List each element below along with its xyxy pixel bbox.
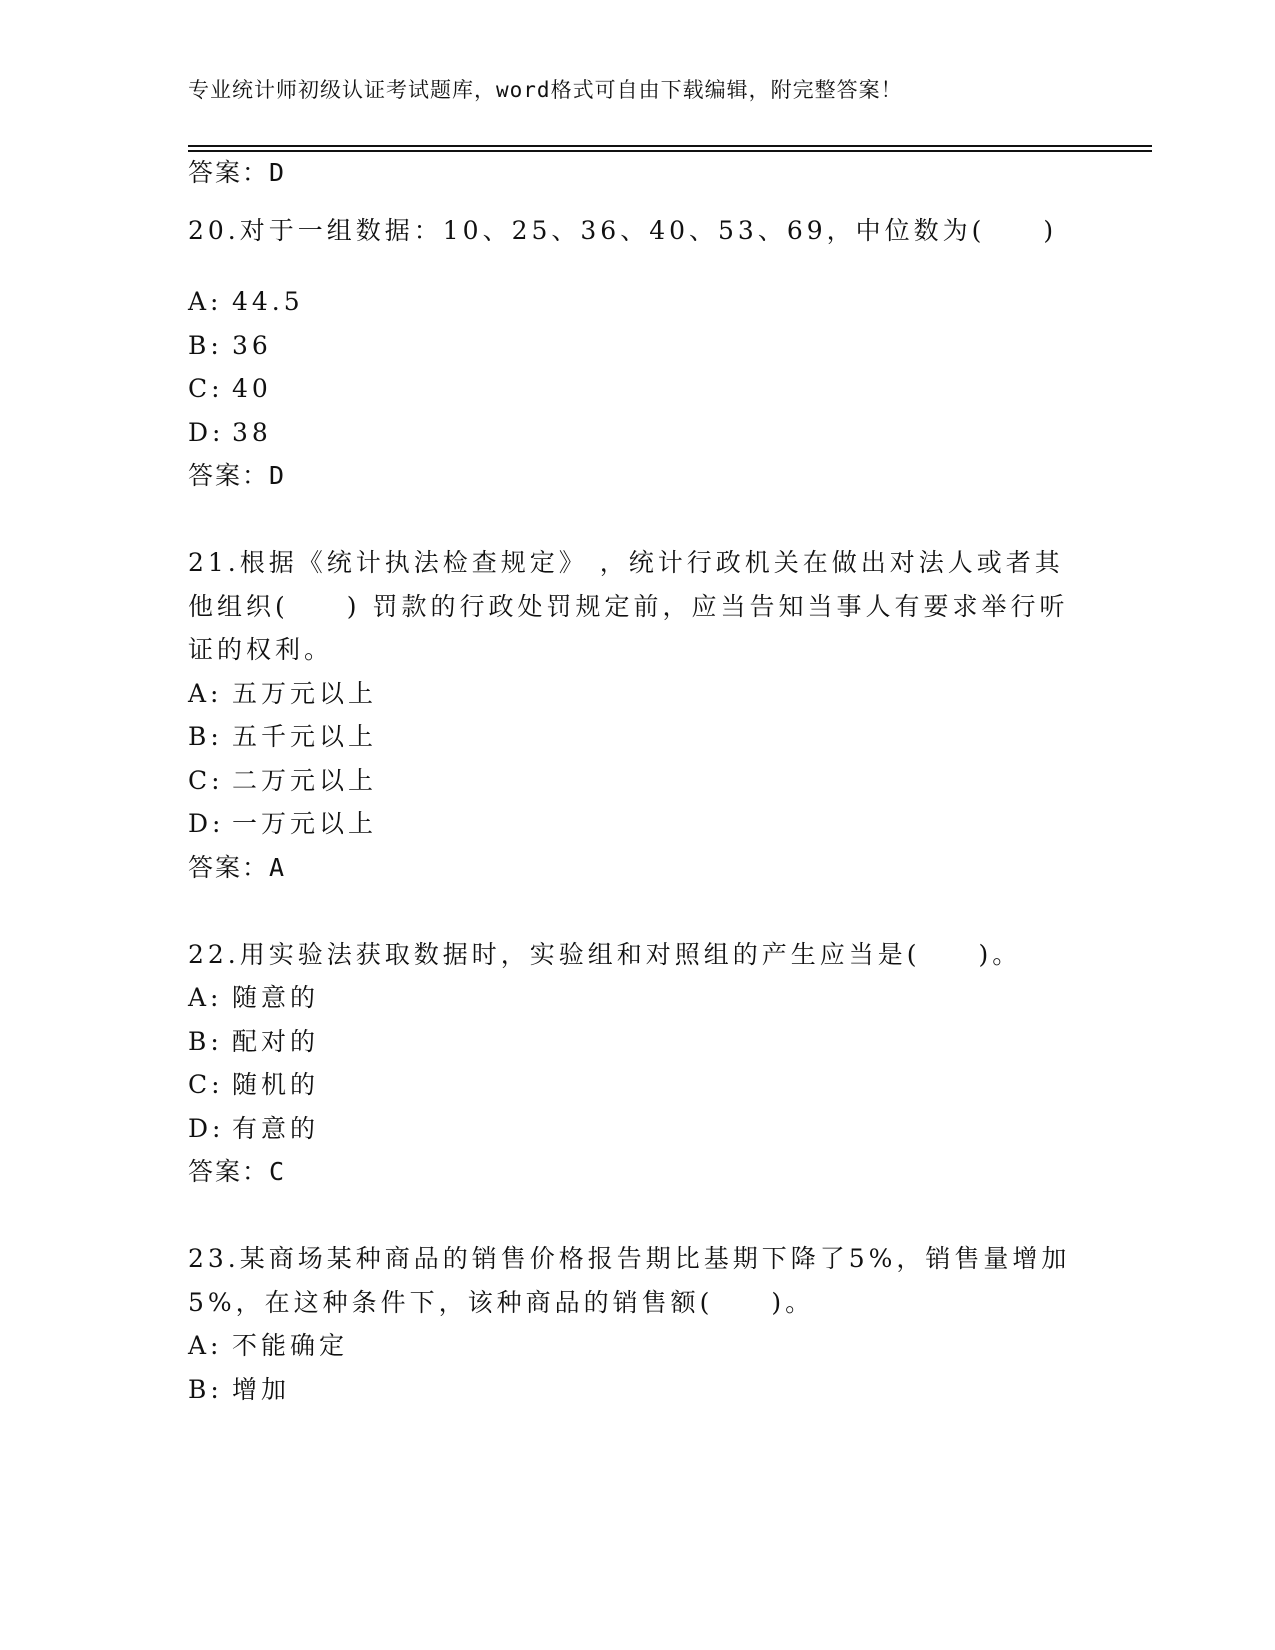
option-item: B: 增加 [188, 1375, 291, 1404]
question-stem: 21.根据《统计执法检查规定》 ，统计行政机关在做出对法人或者其 [188, 548, 1064, 577]
option-item: D: 有意的 [188, 1114, 320, 1143]
header-rule-top [188, 145, 1152, 147]
option-item: B: 36 [188, 331, 272, 360]
question-stem: 22.用实验法获取数据时，实验组和对照组的产生应当是( )。 [188, 940, 1022, 969]
option-item: D: 38 [188, 418, 272, 447]
question-stem: 证的权利。 [188, 635, 334, 664]
answer-line: 答案：D [188, 158, 287, 187]
answer-line: 答案：C [188, 1157, 287, 1186]
option-item: A: 随意的 [188, 983, 320, 1012]
option-item: A: 五万元以上 [188, 679, 378, 708]
option-item: B: 五千元以上 [188, 722, 378, 751]
option-item: C: 随机的 [188, 1070, 320, 1099]
question-stem: 5%，在这种条件下，该种商品的销售额( )。 [188, 1288, 815, 1317]
option-item: D: 一万元以上 [188, 809, 378, 838]
question-stem: 他组织( ) 罚款的行政处罚规定前，应当告知当事人有要求举行听 [188, 592, 1069, 621]
option-item: C: 40 [188, 374, 272, 403]
question-stem: 23.某商场某种商品的销售价格报告期比基期下降了5%，销售量增加 [188, 1244, 1071, 1273]
answer-line: 答案：A [188, 853, 287, 882]
answer-line: 答案：D [188, 461, 287, 490]
option-item: A: 不能确定 [188, 1331, 349, 1360]
header-rule-bottom [188, 150, 1152, 152]
page-header: 专业统计师初级认证考试题库，word格式可自由下载编辑，附完整答案！ [188, 78, 903, 102]
option-item: A: 44.5 [188, 287, 304, 316]
question-stem: 20.对于一组数据：10、25、36、40、53、69，中位数为( ) [188, 216, 1058, 245]
option-item: C: 二万元以上 [188, 766, 378, 795]
option-item: B: 配对的 [188, 1027, 320, 1056]
